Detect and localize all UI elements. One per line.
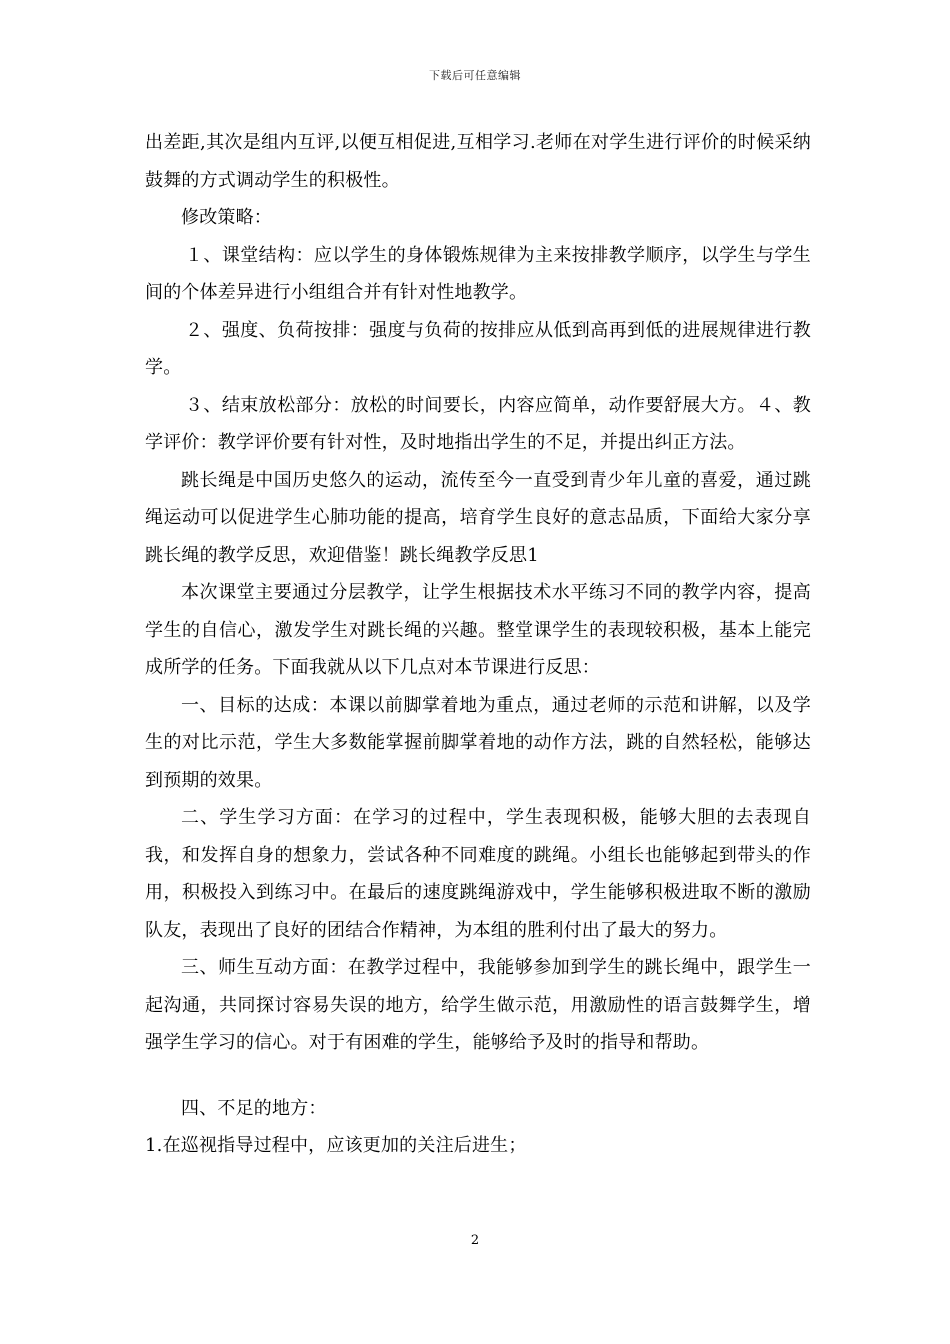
paragraph-intro: 跳长绳是中国历史悠久的运动，流传至今一直受到青少年儿童的喜爱，通过跳绳运动可以促进学生心肺功能的提高，培育学生良好的意志品质，下面给大家分享跳长绳的教学反思，欢迎借鉴！跳长绳教学反思1 [145,469,811,566]
paragraph-shortcomings-heading: 四、不足的地方： [181,1097,327,1119]
paragraph-lesson-overview: 本次课堂主要通过分层教学，让学生根据技术水平练习不同的教学内容，提高学生的自信心，激发学生对跳长绳的兴趣。整堂课学生的表现较积极，基本上能完成所学的任务。下面我就从以下几点对本节课进行反思： [145,582,811,678]
paragraph-strategy-2: ２、强度、负荷按排：强度与负荷的按排应从低到高再到低的进展规律进行教学。 [145,319,811,378]
paragraph-shortcoming-1: 1.在巡视指导过程中，应该更加的关注后进生； [145,1135,527,1156]
paragraph-student-learning: 二、学生学习方面：在学习的过程中，学生表现积极，能够大胆的去表现自我，和发挥自身的想象力，尝试各种不同难度的跳绳。小组长也能够起到带头的作用，积极投入到练习中。在最后的速度跳绳游戏中，学生能够积极进取不断的激励队友，表现出了良好的团结合作精神，为本组的胜利付出了最大的努力。 [145,807,811,941]
paragraph-strategy-1: １、课堂结构：应以学生的身体锻炼规律为主来按排教学顺序，以学生与学生间的个体差异进行小组组合并有针对性地教学。 [145,244,811,303]
paragraph-strategy-heading: 修改策略： [181,207,272,228]
page-number: 2 [470,1233,480,1248]
document-body [145,124,811,1165]
paragraph-goal: 一、目标的达成：本课以前脚掌着地为重点，通过老师的示范和讲解，以及学生的对比示范，学生大多数能掌握前脚掌着地的动作方法，跳的自然轻松，能够达到预期的效果。 [145,694,811,791]
paragraph-spacer [145,1062,811,1090]
paragraph-interaction: 三、师生互动方面：在教学过程中，我能够参加到学生的跳长绳中，跟学生一起沟通，共同探讨容易失误的地方，给学生做示范，用激励性的语言鼓舞学生，增强学生学习的信心。对于有困难的学生，能够给予及时的指导和帮助。 [145,957,811,1053]
paragraph-continuation: 出差距,其次是组内互评,以便互相促进,互相学习.老师在对学生进行评价的时候采纳鼓舞的方式调动学生的积极性。 [145,132,811,191]
page-header: 下载后可任意编辑 [429,69,521,82]
paragraph-strategy-3-4: ３、结束放松部分：放松的时间要长，内容应简单，动作要舒展大方。４、教学评价：教学评价要有针对性，及时地指出学生的不足，并提出纠正方法。 [145,394,811,453]
